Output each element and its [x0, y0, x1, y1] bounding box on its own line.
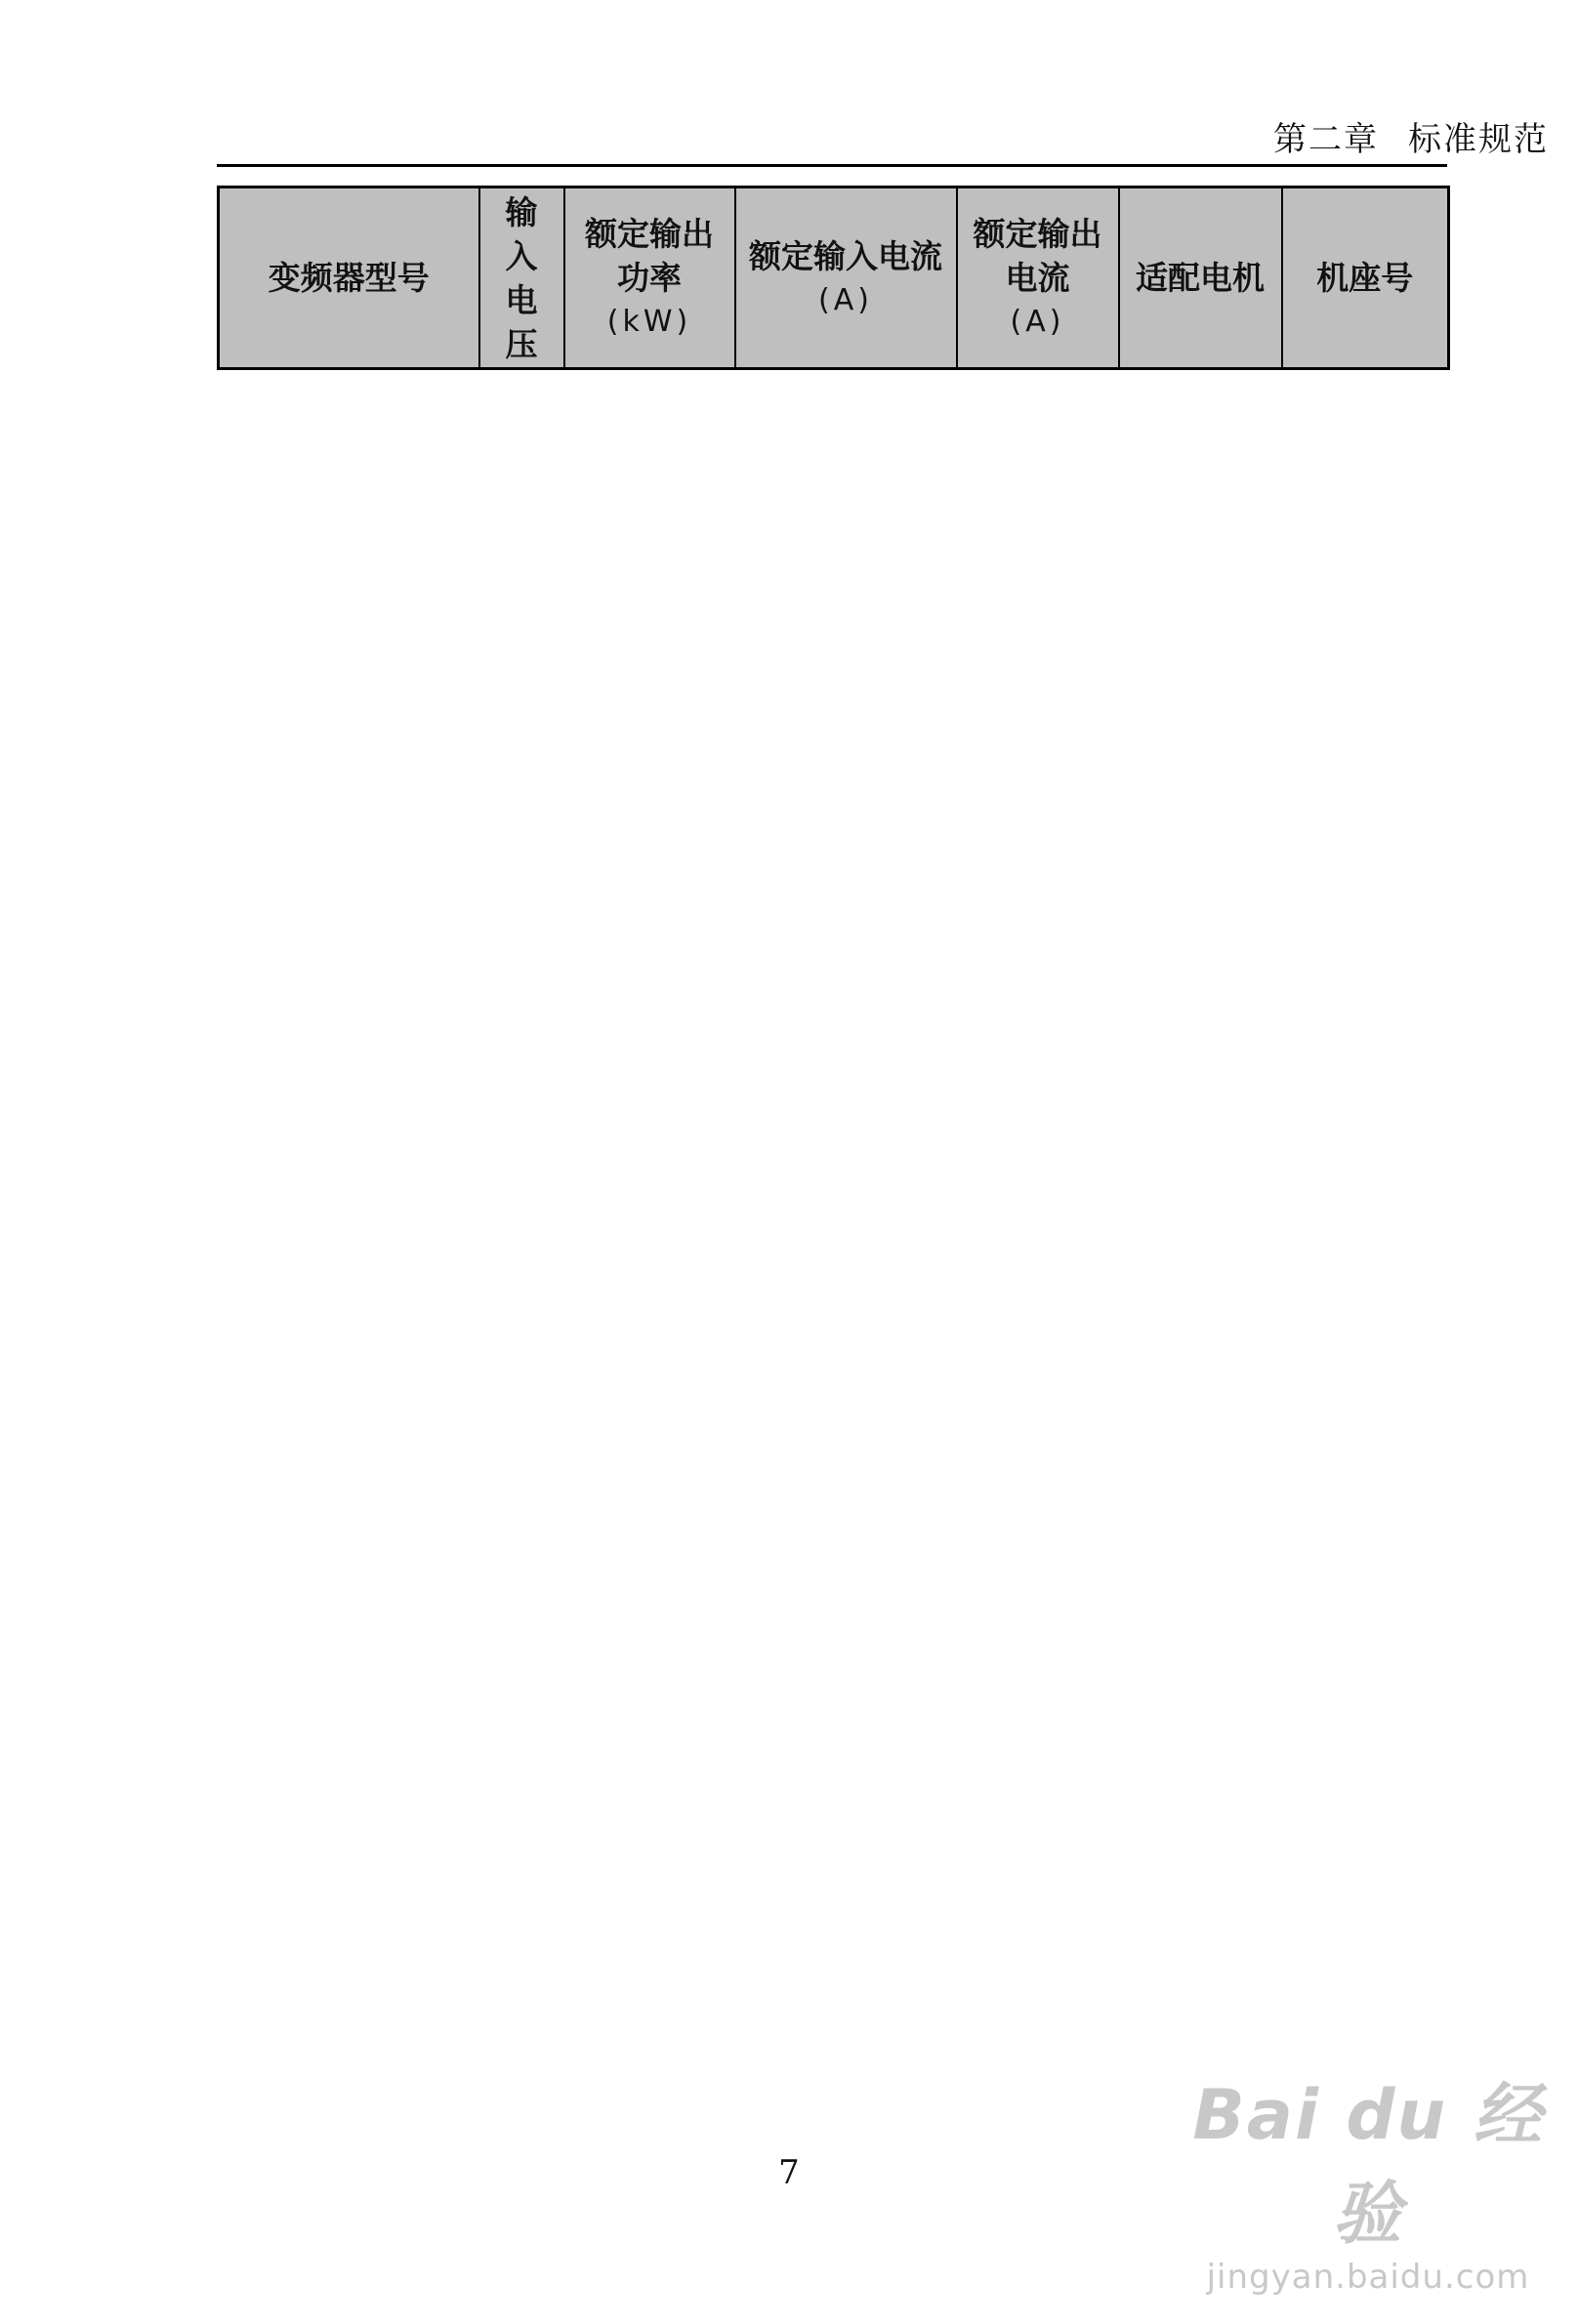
watermark-logo: Bai du 经验 — [1192, 2075, 1544, 2254]
watermark-url: jingyan.baidu.com — [1206, 2258, 1530, 2297]
page-number: 7 — [778, 2153, 800, 2192]
chapter-title: 标准规范 — [1408, 120, 1549, 159]
col-header-frame: 机座号 — [1282, 187, 1449, 369]
table-header — [219, 187, 1449, 369]
chapter-label: 第二章 — [1273, 120, 1379, 159]
col-header-rated-power: 额定输出 功率 (kW) — [564, 187, 735, 369]
watermark — [1183, 2060, 1554, 2297]
col-header-output-current: 额定输出 电流 (A) — [957, 187, 1119, 369]
running-head — [1273, 112, 1549, 160]
col-header-model: 变频器型号 — [219, 187, 479, 369]
spec-table — [217, 186, 1450, 2130]
col-header-input-current: 额定输入电流 (A) — [735, 187, 957, 369]
table-body — [219, 369, 1449, 2129]
col-header-motor: 适配电机 — [1119, 187, 1282, 369]
header-rule — [217, 164, 1447, 167]
col-header-input-voltage: 输 入 电 压 — [479, 187, 564, 369]
